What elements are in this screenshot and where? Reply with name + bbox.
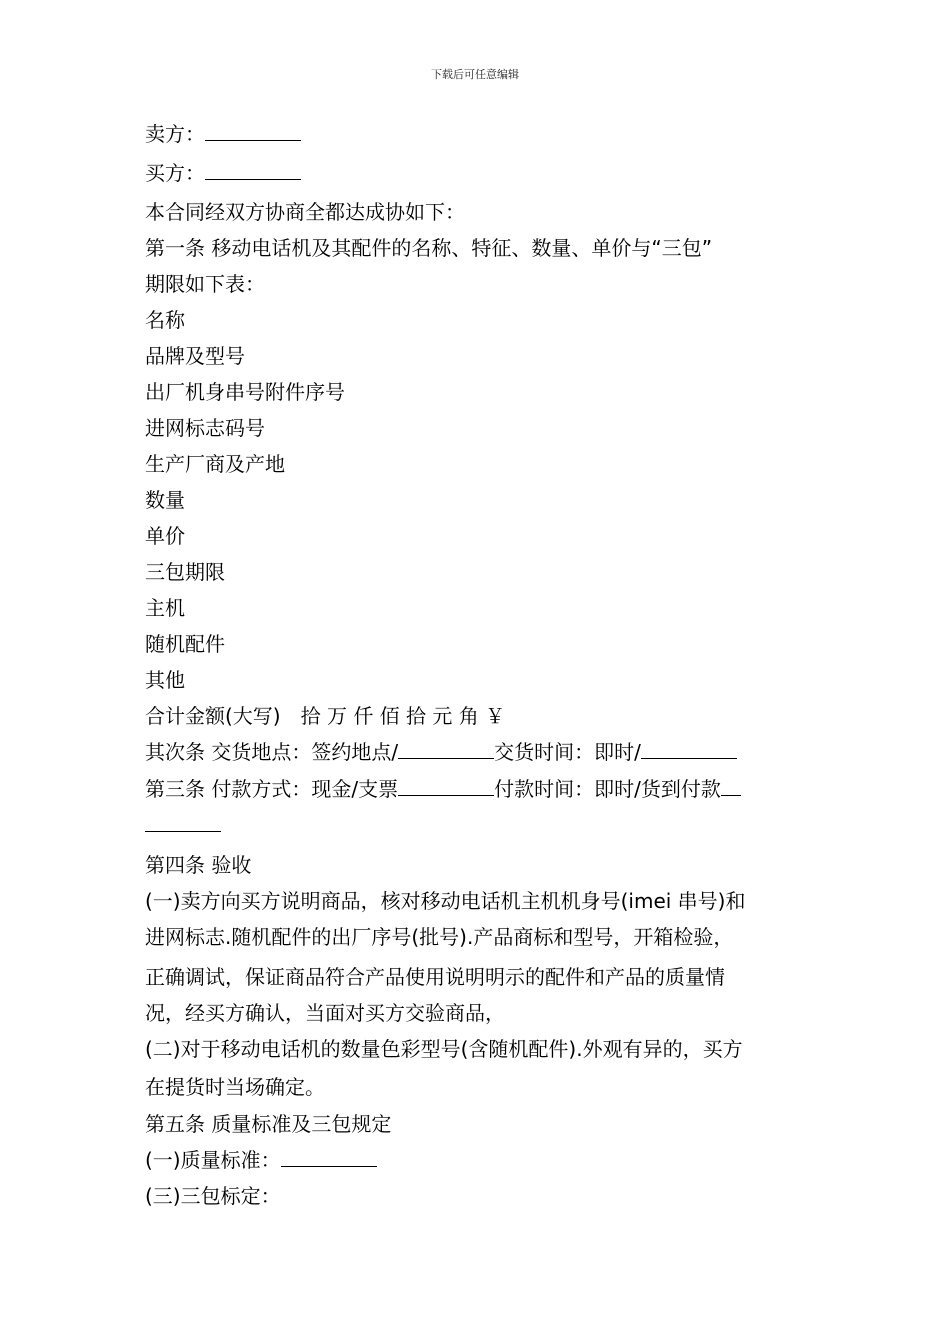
total-amount-line: 合计金额(大写) 拾 万 仟 佰 拾 元 角 ￥: [145, 704, 506, 728]
table-item-warranty: 三包期限: [145, 560, 225, 584]
table-item-network-code: 进网标志码号: [145, 416, 265, 440]
table-item-brand: 品牌及型号: [145, 344, 245, 368]
seller-blank: [205, 122, 301, 141]
seller-line: [145, 120, 301, 148]
article-2-line: [145, 738, 737, 766]
page-header: 下载后可任意编辑: [431, 68, 519, 81]
payment-method-blank: [398, 777, 494, 796]
seller-label: 卖方：: [145, 122, 205, 146]
para-2-line-2: 在提货时当场确定。: [145, 1075, 325, 1099]
quality-standard-label: (一)质量标准：: [145, 1148, 281, 1172]
warranty-rules-line: (三)三包标定：: [145, 1184, 281, 1208]
buyer-blank: [205, 161, 301, 180]
delivery-time-label: 交货时间：即时/: [494, 740, 641, 764]
table-item-manufacturer: 生产厂商及产地: [145, 452, 285, 476]
para-1-line-3: 正确调试，保证商品符合产品使用说明明示的配件和产品的质量情: [145, 965, 725, 989]
payment-time-blank-cont: [145, 813, 221, 832]
payment-time-blank: [721, 777, 741, 796]
table-item-serial: 出厂机身串号附件序号: [145, 380, 345, 404]
para-1-line-2: 进网标志.随机配件的出厂序号(批号).产品商标和型号，开箱检验，: [145, 925, 734, 949]
quality-standard-line: [145, 1146, 377, 1174]
para-1-line-1: (一)卖方向买方说明商品，核对移动电话机主机机身号(imei 串号)和: [145, 889, 746, 913]
payment-time-label: 付款时间：即时/货到付款: [494, 777, 721, 801]
article-1-line-2: 期限如下表：: [145, 272, 265, 296]
article-1-line-1: 第一条 移动电话机及其配件的名称、特征、数量、单价与“三包”: [145, 236, 713, 260]
buyer-line: [145, 159, 301, 187]
para-2-line-1: (二)对于移动电话机的数量色彩型号(含随机配件).外观有异的，买方: [145, 1037, 743, 1061]
table-item-name: 名称: [145, 308, 185, 332]
table-item-accessories: 随机配件: [145, 632, 225, 656]
delivery-time-blank: [641, 740, 737, 759]
article-5-title: 第五条 质量标准及三包规定: [145, 1112, 392, 1136]
table-item-price: 单价: [145, 524, 185, 548]
article-3-line: [145, 775, 741, 803]
intro-text: 本合同经双方协商全都达成协如下：: [145, 200, 465, 224]
article-4-title: 第四条 验收: [145, 853, 252, 877]
quality-standard-blank: [281, 1148, 377, 1167]
table-item-other: 其他: [145, 668, 185, 692]
para-1-line-4: 况，经买方确认，当面对买方交验商品，: [145, 1001, 505, 1025]
table-item-host: 主机: [145, 596, 185, 620]
table-item-quantity: 数量: [145, 488, 185, 512]
article-3-continuation: [145, 811, 221, 839]
payment-method-label: 第三条 付款方式：现金/支票: [145, 777, 399, 801]
buyer-label: 买方：: [145, 161, 205, 185]
delivery-place-label: 其次条 交货地点：签约地点/: [145, 740, 399, 764]
delivery-place-blank: [398, 740, 494, 759]
